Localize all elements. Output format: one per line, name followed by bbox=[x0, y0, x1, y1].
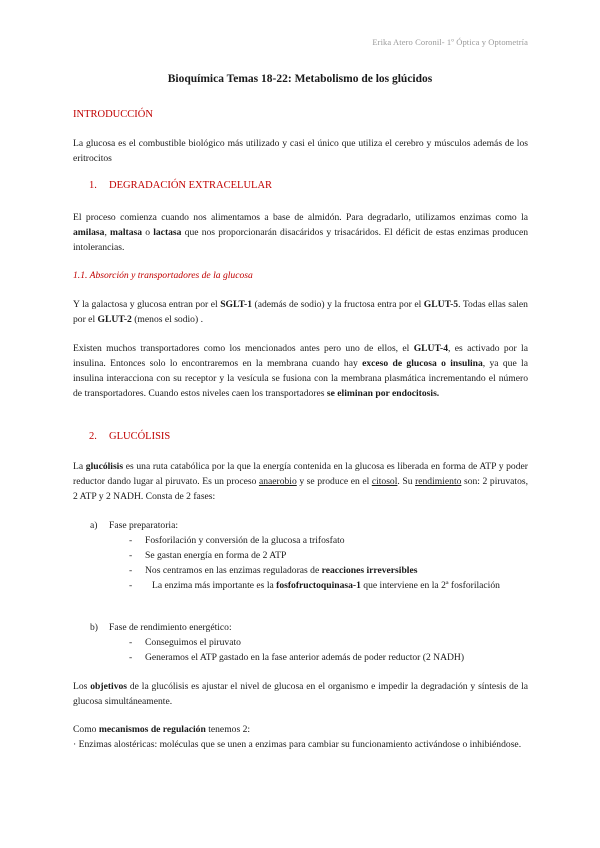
phase-a-dash-2: - bbox=[129, 550, 133, 561]
section-2-title: GLUCÓLISIS bbox=[109, 431, 171, 442]
section-1-paragraph-2: Y la galactosa y glucosa entran por el SGLT-1 (además de sodio) y la fructosa entra por el GLUT-5. Todas ellas salen por el GLUT-2 (menos el sodio) . bbox=[73, 299, 528, 325]
section-1-paragraph-1: El proceso comienza cuando nos alimentamos a base de almidón. Para degradarlo, utilizamos enzimas como la amilasa, maltasa o lactasa que nos proporcionarán disacáridos y trisacáridos. El déficit de estas enzimas producen intolerancias. bbox=[73, 212, 529, 253]
section-1-heading bbox=[89, 180, 272, 191]
phase-b-label: b) Fase de rendimiento energético: bbox=[90, 622, 232, 633]
phase-a-label: a) Fase preparatoria: bbox=[90, 520, 178, 531]
phase-b-dash-2: - bbox=[129, 652, 133, 663]
phase-b-dash-1: - bbox=[129, 637, 133, 648]
subsection-1-1-heading: 1.1. Absorción y transportadores de la glucosa bbox=[73, 270, 253, 281]
section-2-paragraph-1: La glucólisis es una ruta catabólica por la que la energía contenida en la glucosa es liberada en forma de ATP y poder reductor dando lugar al piruvato. Es un proceso anaerobio y se produce en el citosol. Su rendimiento son: 2 piruvatos, 2 ATP y 2 NADH. Consta de 2 fases: bbox=[73, 461, 529, 502]
phase-a-dash-3: - bbox=[129, 565, 133, 576]
intro-paragraph: La glucosa es el combustible biológico más utilizado y casi el único que utiliza el cerebro y músculos además de los eritrocitos bbox=[73, 138, 528, 164]
page-title: Bioquímica Temas 18-22: Metabolismo de los glúcidos bbox=[167, 73, 433, 85]
phase-b-item-2: Generamos el ATP gastado en la fase anterior además de poder reductor (2 NADH) bbox=[145, 652, 465, 663]
phase-a-item-3: Nos centramos en las enzimas reguladoras de reacciones irreversibles bbox=[145, 565, 418, 576]
intro-heading: INTRODUCCIÓN bbox=[73, 109, 153, 120]
phase-a-dash-1: - bbox=[129, 535, 133, 546]
phase-a-item-2: Se gastan energía en forma de 2 ATP bbox=[145, 550, 287, 561]
phase-b-item-1: Conseguimos el piruvato bbox=[145, 637, 241, 648]
section-1-number: 1. bbox=[89, 180, 97, 191]
phase-a-item-4: La enzima más importante es la fosfofructoquinasa-1 que interviene en la 2ª fosforilación bbox=[152, 580, 500, 591]
phase-a-dash-4: - bbox=[129, 580, 133, 591]
phase-a-item-1: Fosforilación y conversión de la glucosa a trifosfato bbox=[145, 535, 345, 546]
section-2-paragraph-2: Los objetivos de la glucólisis es ajustar el nivel de glucosa en el organismo e impedir la degradación y síntesis de la glucosa simultáneamente. bbox=[73, 681, 528, 707]
section-2-number: 2. bbox=[89, 431, 97, 442]
section-1-title: DEGRADACIÓN EXTRACELULAR bbox=[109, 180, 273, 191]
section-2-paragraph-3: Como mecanismos de regulación tenemos 2: · Enzimas alostéricas: moléculas que se unen a enzimas para cambiar su funcionamiento activándose o inhibiéndose. bbox=[73, 724, 522, 750]
section-2-heading bbox=[89, 431, 170, 442]
section-1-paragraph-3: Existen muchos transportadores como los mencionados antes pero uno de ellos, el GLUT-4, es activado por la insulina. Entonces solo lo encontraremos en la membrana cuando hay exceso de glucosa o insulina, ya que la insulina interacciona con su receptor y la vesícula se fusiona con la membrana plasmática incrementando el número de transportadores. Cuando estos niveles caen los transportadores se eliminan por endocitosis. bbox=[73, 343, 528, 399]
page-header: Erika Atero Coronil- 1º Óptica y Optometría bbox=[372, 37, 528, 47]
